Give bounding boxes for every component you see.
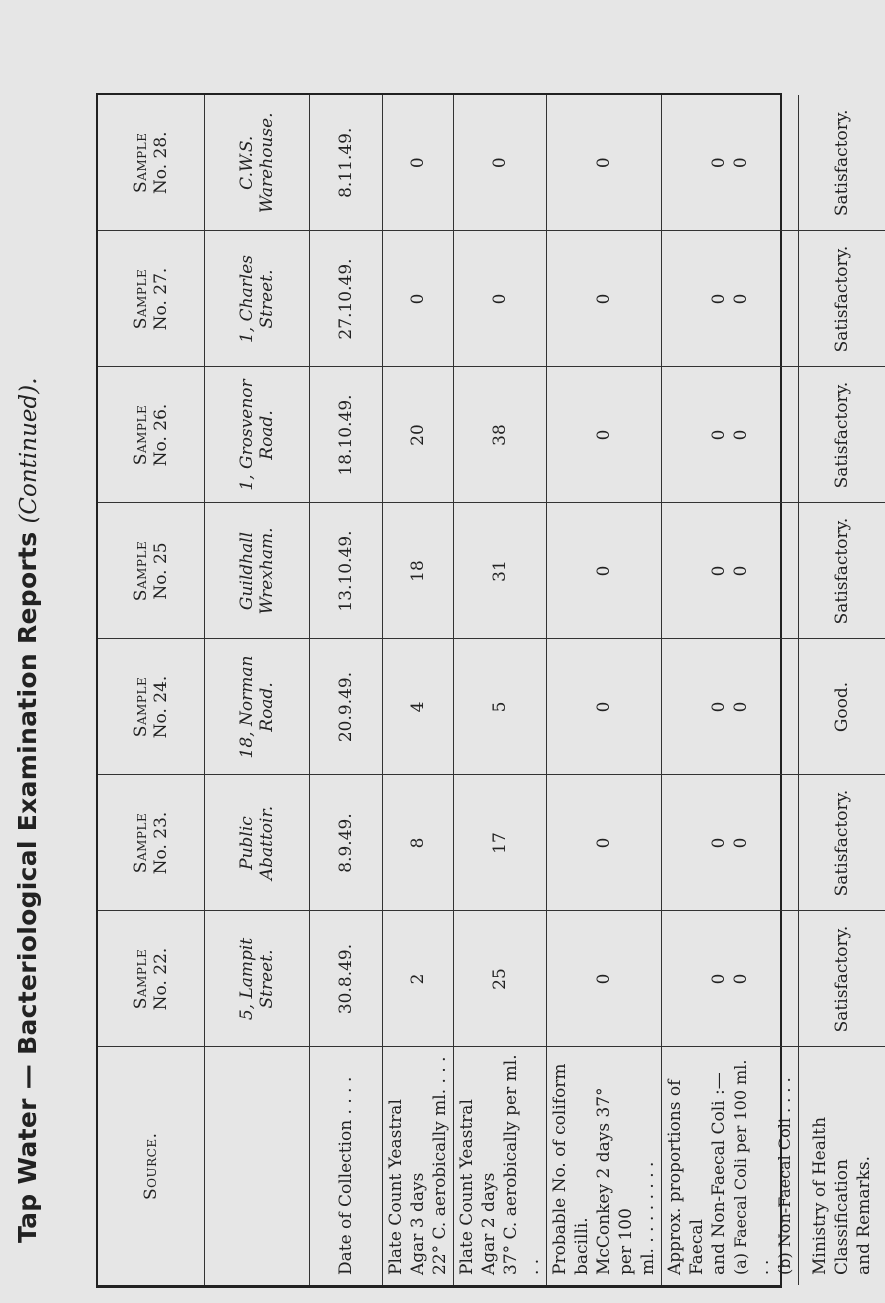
- plate-count-3days-row: [383, 95, 454, 1285]
- nonfaecal-value: 0: [731, 429, 751, 441]
- label-line: Plate Count Yeastral Agar 3 days: [386, 1099, 428, 1275]
- source-line: Street.: [257, 269, 277, 329]
- pc2-value: 0: [454, 95, 547, 231]
- sample-source: [205, 367, 310, 503]
- faecal-value: 0: [709, 701, 729, 713]
- sample-header: [98, 503, 205, 639]
- source-line: C.W.S.: [237, 135, 257, 190]
- sample-header: [98, 911, 205, 1047]
- probable-value: 0: [547, 639, 662, 775]
- nonfaecal-value: 0: [731, 565, 751, 577]
- source-line: 1, Grosvenor: [237, 379, 257, 491]
- sample-number: No. 25: [151, 542, 171, 600]
- sample-date: 20.9.49.: [310, 639, 383, 775]
- report-table-frame: [96, 93, 874, 1288]
- label-line: (b) Non-Faecal Coli . . . .: [775, 1077, 794, 1275]
- sample-header-word: Sample: [131, 948, 151, 1010]
- faecal-values: [662, 367, 799, 503]
- sample-header-word: Sample: [131, 812, 151, 874]
- probable-value: 0: [547, 503, 662, 639]
- label-line: ml. . . . . . . . .: [638, 1161, 658, 1275]
- row-label-probable-coliform: [547, 1047, 662, 1285]
- source-row: [205, 95, 310, 1285]
- probable-value: 0: [547, 911, 662, 1047]
- row-label-faecal-proportions: [662, 1047, 799, 1285]
- faecal-value: 0: [709, 293, 729, 305]
- page-title: [6, 377, 50, 1243]
- classification-value: Good.: [799, 639, 885, 775]
- pc3-value: 8: [383, 775, 454, 911]
- classification-value: Satisfactory.: [799, 775, 885, 911]
- classification-value: Satisfactory.: [799, 231, 885, 367]
- label-line: Approx. proportions of Faecal: [665, 1079, 707, 1275]
- pc2-value: 31: [454, 503, 547, 639]
- sample-source: [205, 775, 310, 911]
- faecal-value: 0: [709, 157, 729, 169]
- faecal-value: 0: [709, 973, 729, 985]
- sample-header-word: Sample: [131, 676, 151, 738]
- sample-date: 13.10.49.: [310, 503, 383, 639]
- source-line: 18, Norman: [237, 655, 257, 759]
- probable-value: 0: [547, 367, 662, 503]
- row-label-plate-count-3days: [383, 1047, 454, 1285]
- row-label-plate-count-2days: [454, 1047, 547, 1285]
- sample-header-word: Sample: [131, 540, 151, 602]
- source-line: Road.: [257, 682, 277, 732]
- pc3-value: 18: [383, 503, 454, 639]
- label-line: and Non-Faecal Coli :—: [709, 1072, 729, 1275]
- sample-header: [98, 231, 205, 367]
- faecal-value: 0: [709, 429, 729, 441]
- faecal-values: [662, 95, 799, 231]
- faecal-values: [662, 503, 799, 639]
- probable-value: 0: [547, 775, 662, 911]
- sample-source: [205, 95, 310, 231]
- label-line: (a) Faecal Coli per 100 ml. . .: [731, 1059, 772, 1275]
- label-line: Plate Count Yeastral Agar 2 days: [457, 1099, 499, 1275]
- sample-header: [98, 367, 205, 503]
- sample-number: No. 24.: [151, 675, 171, 739]
- nonfaecal-value: 0: [731, 837, 751, 849]
- sample-source: [205, 231, 310, 367]
- classification-value: Satisfactory.: [799, 367, 885, 503]
- source-line: Public: [237, 816, 257, 870]
- row-label-classification: [799, 1047, 885, 1285]
- nonfaecal-value: 0: [731, 293, 751, 305]
- sample-date: 18.10.49.: [310, 367, 383, 503]
- sample-number: No. 27.: [151, 267, 171, 331]
- label-line: 22° C. aerobically ml. . . .: [430, 1056, 450, 1275]
- nonfaecal-value: 0: [731, 157, 751, 169]
- report-table: [98, 95, 885, 1285]
- sample-date: 30.8.49.: [310, 911, 383, 1047]
- date-row: [310, 95, 383, 1285]
- sample-header-word: Sample: [131, 404, 151, 466]
- pc2-value: 0: [454, 231, 547, 367]
- faecal-values: [662, 775, 799, 911]
- source-line: Abattoir.: [257, 805, 277, 881]
- source-line: 5, Lampit: [237, 937, 257, 1021]
- source-line: Street.: [257, 949, 277, 1009]
- sample-number: No. 28.: [151, 131, 171, 195]
- classification-value: Satisfactory.: [799, 503, 885, 639]
- label-line: Ministry of Health Classification: [810, 1116, 852, 1275]
- sample-number: No. 26.: [151, 403, 171, 467]
- sample-header-word: Sample: [131, 132, 151, 193]
- source-line: Warehouse.: [257, 112, 277, 214]
- row-label-source: Source.: [98, 1047, 205, 1285]
- faecal-proportions-row: [662, 95, 799, 1285]
- classification-row: [799, 95, 885, 1285]
- pc2-value: 5: [454, 639, 547, 775]
- source-line: 1, Charles: [237, 254, 257, 344]
- nonfaecal-value: 0: [731, 701, 751, 713]
- label-line: 37° C. aerobically per ml. . .: [501, 1054, 543, 1275]
- sample-date: 8.11.49.: [310, 95, 383, 231]
- sample-date: 27.10.49.: [310, 231, 383, 367]
- sample-date: 8.9.49.: [310, 775, 383, 911]
- sample-source: [205, 911, 310, 1047]
- sample-source: [205, 639, 310, 775]
- faecal-values: [662, 231, 799, 367]
- sample-header: [98, 639, 205, 775]
- faecal-values: [662, 639, 799, 775]
- page-title-continued: (Continued).: [16, 377, 42, 524]
- label-line: McConkey 2 days 37° per 100: [594, 1087, 636, 1275]
- sample-number: No. 22.: [151, 947, 171, 1011]
- sample-source: [205, 503, 310, 639]
- label-line: and Remarks.: [854, 1155, 874, 1275]
- probable-value: 0: [547, 95, 662, 231]
- classification-value: Satisfactory.: [799, 911, 885, 1047]
- probable-value: 0: [547, 231, 662, 367]
- label-line: Probable No. of coliform bacilli.: [550, 1063, 592, 1275]
- sample-header-word: Sample: [131, 268, 151, 330]
- pc2-value: 38: [454, 367, 547, 503]
- sample-number: No. 23.: [151, 811, 171, 875]
- pc3-value: 0: [383, 95, 454, 231]
- faecal-values: [662, 911, 799, 1047]
- plate-count-2days-row: [454, 95, 547, 1285]
- source-line: Wrexham.: [257, 527, 277, 615]
- pc3-value: 4: [383, 639, 454, 775]
- source-line: Guildhall: [237, 531, 257, 611]
- classification-value: Satisfactory.: [832, 109, 852, 217]
- sample-header: [98, 95, 205, 231]
- row-label-blank: [205, 1047, 310, 1285]
- faecal-value: 0: [709, 565, 729, 577]
- pc2-value: 25: [454, 911, 547, 1047]
- faecal-value: 0: [709, 837, 729, 849]
- probable-coliform-row: [547, 95, 662, 1285]
- source-line: Road.: [257, 410, 277, 460]
- header-row: [98, 95, 205, 1285]
- pc2-value: 17: [454, 775, 547, 911]
- nonfaecal-value: 0: [731, 973, 751, 985]
- pc3-value: 20: [383, 367, 454, 503]
- sample-header: [98, 775, 205, 911]
- pc3-value: 2: [383, 911, 454, 1047]
- pc3-value: 0: [383, 231, 454, 367]
- page-title-main: Tap Water — Bacteriological Examination Reports: [13, 531, 42, 1243]
- row-label-date: Date of Collection . . . .: [310, 1047, 383, 1285]
